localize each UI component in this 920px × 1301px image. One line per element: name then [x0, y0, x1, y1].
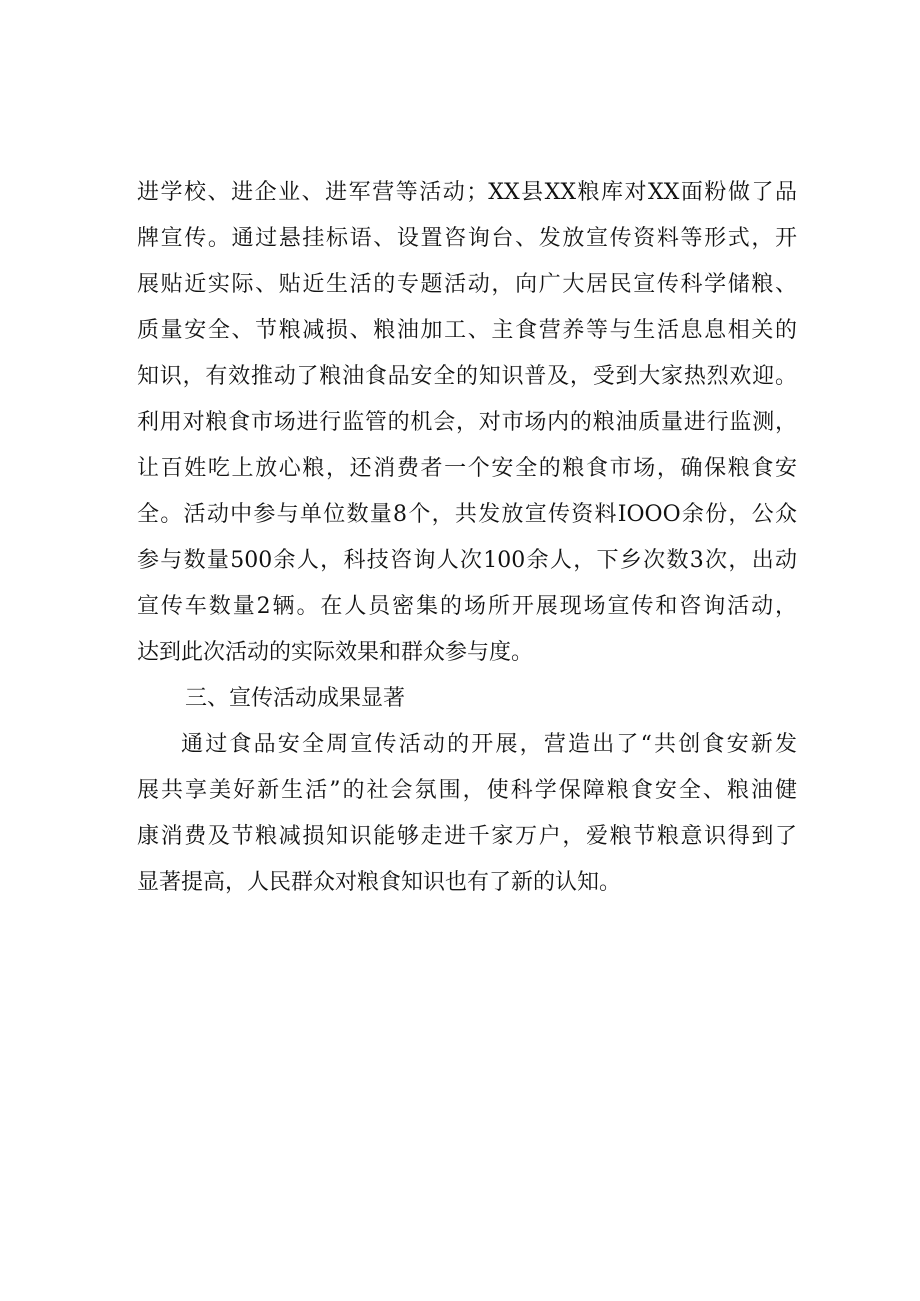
- paragraph-line: 宣传车数量2辆。在人员密集的场所开展现场宣传和咨询活动，: [137, 594, 797, 619]
- paragraph-line: 通过食品安全周宣传活动的开展，营造出了“共创食安新发: [181, 732, 797, 757]
- paragraph-line: 展贴近实际、贴近生活的专题活动，向广大居民宣传科学储粮、: [137, 272, 797, 297]
- paragraph-line: 知识，有效推动了粮油食品安全的知识普及，受到大家热烈欢迎。: [137, 364, 797, 389]
- paragraph-line: 牌宣传。通过悬挂标语、设置咨询台、发放宣传资料等形式，开: [137, 226, 797, 251]
- paragraph-results: [137, 722, 797, 906]
- paragraph-activities: [137, 170, 797, 676]
- paragraph-line: 达到此次活动的实际效果和群众参与度。: [137, 640, 534, 665]
- paragraph-line: 显著提高，人民群众对粮食知识也有了新的认知。: [137, 870, 622, 895]
- paragraph-line: 展共享美好新生活”的社会氛围，使科学保障粮食安全、粮油健: [137, 778, 797, 803]
- paragraph-line: 全。活动中参与单位数量8个，共发放宣传资料IOOO余份，公众: [137, 502, 797, 527]
- paragraph-line: 参与数量500余人，科技咨询人次100余人，下乡次数3次，出动: [137, 548, 797, 573]
- document-body: [137, 170, 797, 906]
- paragraph-line: 质量安全、节粮减损、粮油加工、主食营养等与生活息息相关的: [137, 318, 797, 343]
- paragraph-line: 进学校、进企业、进军营等活动；XX县XX粮库对XX面粉做了品: [137, 180, 797, 205]
- paragraph-line: 利用对粮食市场进行监管的机会，对市场内的粮油质量进行监测，: [137, 410, 797, 435]
- paragraph-line: 让百姓吃上放心粮，还消费者一个安全的粮食市场，确保粮食安: [137, 456, 797, 481]
- paragraph-line: 康消费及节粮减损知识能够走进千家万户，爱粮节粮意识得到了: [137, 824, 797, 849]
- section-heading: 三、宣传活动成果显著: [185, 686, 406, 711]
